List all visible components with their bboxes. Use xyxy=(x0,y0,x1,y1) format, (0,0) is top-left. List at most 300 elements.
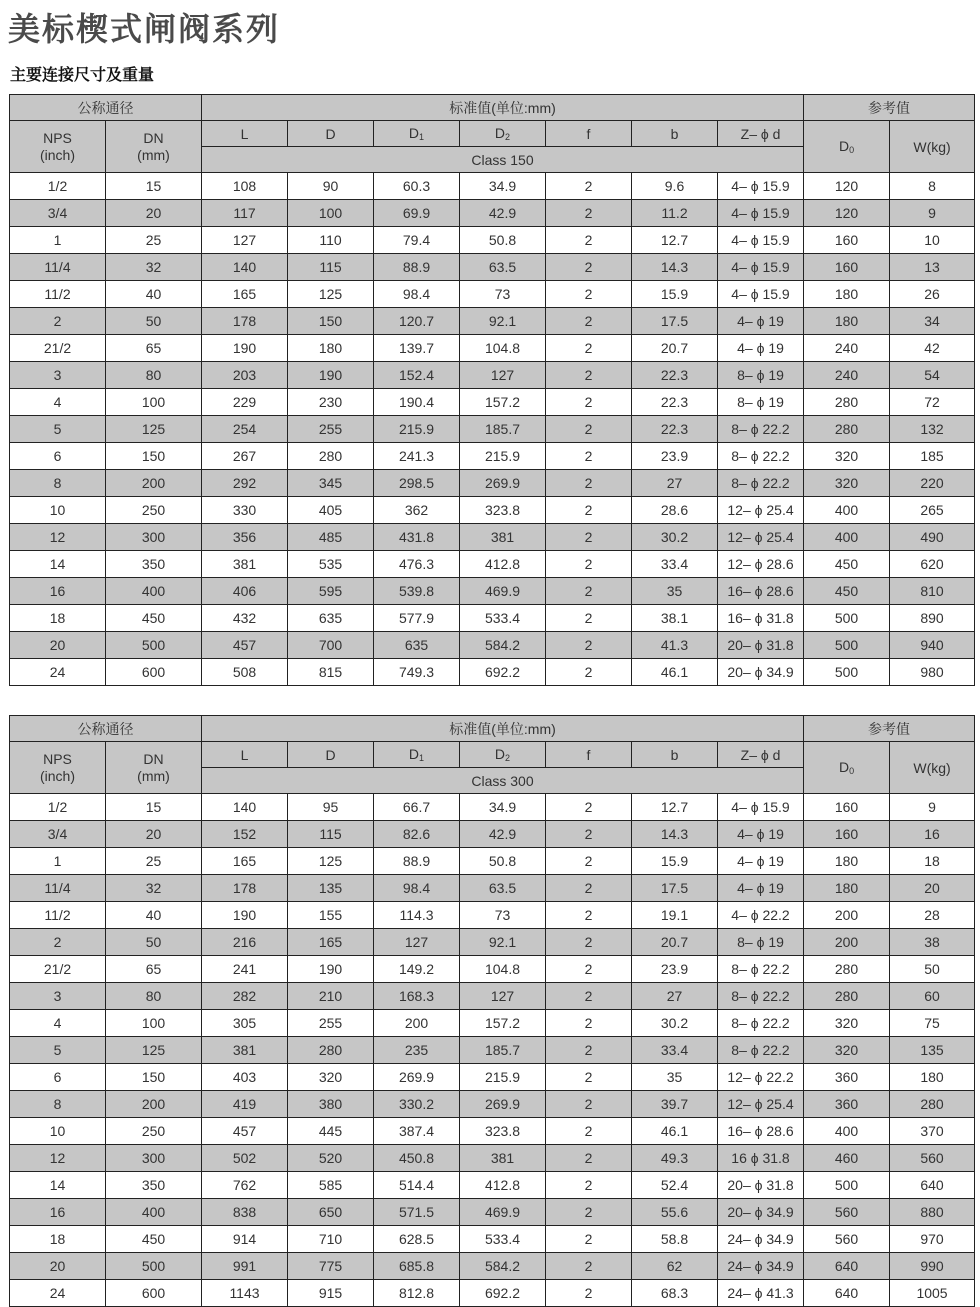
table-row xyxy=(10,632,975,659)
table-cell: 502 xyxy=(202,1145,288,1172)
table-cell: 127 xyxy=(374,929,460,956)
table-cell: 356 xyxy=(202,524,288,551)
table-cell: 2 xyxy=(546,1280,632,1307)
table-cell: 157.2 xyxy=(460,1010,546,1037)
table-cell: 41.3 xyxy=(632,632,718,659)
table-cell: 280 xyxy=(288,1037,374,1064)
table-cell: 190.4 xyxy=(374,389,460,416)
table-cell: 280 xyxy=(288,443,374,470)
table-cell: 280 xyxy=(804,983,890,1010)
table-cell: 2 xyxy=(10,929,106,956)
header-f: f xyxy=(546,742,632,768)
table-cell: 370 xyxy=(890,1118,975,1145)
table-row xyxy=(10,389,975,416)
table-cell: 450.8 xyxy=(374,1145,460,1172)
table-cell: 50 xyxy=(106,308,202,335)
table-cell: 50.8 xyxy=(460,848,546,875)
table-cell: 450 xyxy=(804,578,890,605)
table-cell: 38 xyxy=(890,929,975,956)
table-row xyxy=(10,1280,975,1307)
table-row xyxy=(10,929,975,956)
table-cell: 2 xyxy=(546,227,632,254)
table-cell: 30.2 xyxy=(632,524,718,551)
table-cell: 16– ϕ 28.6 xyxy=(718,578,804,605)
table-cell: 14.3 xyxy=(632,821,718,848)
header-dn xyxy=(106,742,202,794)
table-cell: 88.9 xyxy=(374,848,460,875)
table-cell: 775 xyxy=(288,1253,374,1280)
table-cell: 19.1 xyxy=(632,902,718,929)
table-cell: 469.9 xyxy=(460,578,546,605)
table-cell: 10 xyxy=(890,227,975,254)
table-cell: 120.7 xyxy=(374,308,460,335)
table-cell: 117 xyxy=(202,200,288,227)
table-cell: 406 xyxy=(202,578,288,605)
table-cell: 2 xyxy=(546,470,632,497)
table-cell: 69.9 xyxy=(374,200,460,227)
header-D2-subscript: 2 xyxy=(505,131,511,142)
table-cell: 98.4 xyxy=(374,875,460,902)
header-dn-label: DN xyxy=(143,750,164,767)
table-row xyxy=(10,200,975,227)
table-cell: 2 xyxy=(546,1118,632,1145)
table-cell: 55.6 xyxy=(632,1199,718,1226)
table-cell: 838 xyxy=(202,1199,288,1226)
table-cell: 305 xyxy=(202,1010,288,1037)
table-cell: 2 xyxy=(546,956,632,983)
table-row xyxy=(10,1145,975,1172)
table-cell: 387.4 xyxy=(374,1118,460,1145)
table-cell: 241 xyxy=(202,956,288,983)
header-nps-label: NPS xyxy=(43,129,72,146)
table-cell: 4– ϕ 19 xyxy=(718,848,804,875)
table-cell: 560 xyxy=(804,1199,890,1226)
table-cell: 914 xyxy=(202,1226,288,1253)
table-cell: 1005 xyxy=(890,1280,975,1307)
table-cell: 2 xyxy=(546,335,632,362)
table-cell: 16 ϕ 31.8 xyxy=(718,1145,804,1172)
table-cell: 3/4 xyxy=(10,200,106,227)
table-cell: 8– ϕ 22.2 xyxy=(718,470,804,497)
table-cell: 320 xyxy=(804,470,890,497)
table-cell: 320 xyxy=(804,1037,890,1064)
header-z-d: Z– ϕ d xyxy=(718,742,804,768)
table-cell: 157.2 xyxy=(460,389,546,416)
table-row xyxy=(10,1010,975,1037)
table-cell: 120 xyxy=(804,200,890,227)
table-cell: 230 xyxy=(288,389,374,416)
table-cell: 11/2 xyxy=(10,902,106,929)
table-cell: 280 xyxy=(804,389,890,416)
table-cell: 39.7 xyxy=(632,1091,718,1118)
table-cell: 4– ϕ 15.9 xyxy=(718,794,804,821)
table-cell: 267 xyxy=(202,443,288,470)
table-cell: 220 xyxy=(890,470,975,497)
header-D: D xyxy=(288,121,374,147)
table-row xyxy=(10,1172,975,1199)
header-b: b xyxy=(632,742,718,768)
table-cell: 127 xyxy=(202,227,288,254)
header-D2-subscript: 2 xyxy=(505,752,511,763)
table-row xyxy=(10,524,975,551)
table-cell: 8– ϕ 19 xyxy=(718,389,804,416)
table-cell: 3 xyxy=(10,983,106,1010)
table-cell: 40 xyxy=(106,281,202,308)
table-cell: 6 xyxy=(10,1064,106,1091)
table-cell: 2 xyxy=(546,443,632,470)
table-cell: 585 xyxy=(288,1172,374,1199)
table-cell: 980 xyxy=(890,659,975,686)
table-cell: 160 xyxy=(804,794,890,821)
table-cell: 500 xyxy=(804,605,890,632)
table-cell: 520 xyxy=(288,1145,374,1172)
table-cell: 298.5 xyxy=(374,470,460,497)
table-cell: 445 xyxy=(288,1118,374,1145)
header-column-row xyxy=(10,121,975,147)
table-cell: 14 xyxy=(10,1172,106,1199)
table-cell: 73 xyxy=(460,902,546,929)
table-cell: 24– ϕ 41.3 xyxy=(718,1280,804,1307)
header-standard-values: 标准值(单位:mm) xyxy=(202,95,804,121)
table-cell: 254 xyxy=(202,416,288,443)
table-cell: 20 xyxy=(10,1253,106,1280)
table-cell: 100 xyxy=(288,200,374,227)
table-row xyxy=(10,1226,975,1253)
header-D1 xyxy=(374,742,460,768)
table-cell: 2 xyxy=(546,389,632,416)
table-cell: 160 xyxy=(804,254,890,281)
table-cell: 33.4 xyxy=(632,1037,718,1064)
table-cell: 63.5 xyxy=(460,254,546,281)
table-cell: 203 xyxy=(202,362,288,389)
table-cell: 432 xyxy=(202,605,288,632)
table-cell: 405 xyxy=(288,497,374,524)
table-cell: 18 xyxy=(890,848,975,875)
table-cell: 88.9 xyxy=(374,254,460,281)
table-cell: 282 xyxy=(202,983,288,1010)
header-D0-subscript: 0 xyxy=(849,765,855,776)
table-row xyxy=(10,983,975,1010)
table-cell: 160 xyxy=(804,227,890,254)
table-cell: 635 xyxy=(288,605,374,632)
table-cell: 11/4 xyxy=(10,875,106,902)
header-standard-values: 标准值(单位:mm) xyxy=(202,716,804,742)
table-cell: 8– ϕ 19 xyxy=(718,929,804,956)
table-cell: 17.5 xyxy=(632,308,718,335)
table-cell: 110 xyxy=(288,227,374,254)
table-cell: 915 xyxy=(288,1280,374,1307)
table-cell: 79.4 xyxy=(374,227,460,254)
table-cell: 412.8 xyxy=(460,551,546,578)
table-cell: 11/4 xyxy=(10,254,106,281)
table-cell: 991 xyxy=(202,1253,288,1280)
table-cell: 457 xyxy=(202,632,288,659)
table-cell: 280 xyxy=(804,416,890,443)
table-cell: 400 xyxy=(106,578,202,605)
table-cell: 125 xyxy=(288,848,374,875)
table-cell: 12 xyxy=(10,1145,106,1172)
table-cell: 4– ϕ 15.9 xyxy=(718,227,804,254)
table-cell: 25 xyxy=(106,848,202,875)
table-row xyxy=(10,794,975,821)
table-row xyxy=(10,254,975,281)
table-cell: 50 xyxy=(106,929,202,956)
table-cell: 30.2 xyxy=(632,1010,718,1037)
table-cell: 710 xyxy=(288,1226,374,1253)
table-cell: 8 xyxy=(10,470,106,497)
table-cell: 2 xyxy=(546,605,632,632)
table-cell: 380 xyxy=(288,1091,374,1118)
table-cell: 749.3 xyxy=(374,659,460,686)
table-cell: 533.4 xyxy=(460,605,546,632)
table-cell: 152.4 xyxy=(374,362,460,389)
table-cell: 450 xyxy=(106,1226,202,1253)
table-cell: 4– ϕ 15.9 xyxy=(718,173,804,200)
table-cell: 42.9 xyxy=(460,200,546,227)
table-row xyxy=(10,848,975,875)
table-cell: 700 xyxy=(288,632,374,659)
class-label: Class 150 xyxy=(202,147,804,173)
table-cell: 381 xyxy=(202,551,288,578)
table-cell: 22.3 xyxy=(632,389,718,416)
table-cell: 400 xyxy=(106,1199,202,1226)
table-cell: 50 xyxy=(890,956,975,983)
table-row xyxy=(10,551,975,578)
table-cell: 185.7 xyxy=(460,416,546,443)
table-cell: 11/2 xyxy=(10,281,106,308)
table-cell: 24 xyxy=(10,659,106,686)
table-cell: 20– ϕ 31.8 xyxy=(718,632,804,659)
table-cell: 20 xyxy=(106,821,202,848)
table-cell: 16 xyxy=(10,1199,106,1226)
table-cell: 180 xyxy=(288,335,374,362)
table-cell: 2 xyxy=(546,362,632,389)
table-cell: 2 xyxy=(546,1226,632,1253)
table-cell: 300 xyxy=(106,1145,202,1172)
table-cell: 18 xyxy=(10,1226,106,1253)
table-cell: 345 xyxy=(288,470,374,497)
table-cell: 150 xyxy=(106,1064,202,1091)
table-cell: 4– ϕ 19 xyxy=(718,308,804,335)
table-cell: 150 xyxy=(106,443,202,470)
table-row xyxy=(10,875,975,902)
table-row xyxy=(10,173,975,200)
table-cell: 4– ϕ 15.9 xyxy=(718,200,804,227)
table-cell: 400 xyxy=(804,497,890,524)
table-cell: 4– ϕ 15.9 xyxy=(718,254,804,281)
table-cell: 95 xyxy=(288,794,374,821)
table-cell: 168.3 xyxy=(374,983,460,1010)
table-cell: 3/4 xyxy=(10,821,106,848)
table-cell: 200 xyxy=(804,929,890,956)
table-cell: 640 xyxy=(804,1280,890,1307)
table-cell: 52.4 xyxy=(632,1172,718,1199)
table-cell: 2 xyxy=(546,308,632,335)
table-cell: 34 xyxy=(890,308,975,335)
table-cell: 185.7 xyxy=(460,1037,546,1064)
header-nominal-size: 公称通径 xyxy=(10,716,202,742)
table-cell: 33.4 xyxy=(632,551,718,578)
header-D1-label: D xyxy=(408,124,420,141)
header-D1-subscript: 1 xyxy=(419,752,425,763)
header-D0 xyxy=(804,742,890,794)
header-nps xyxy=(10,121,106,173)
table-cell: 132 xyxy=(890,416,975,443)
table-cell: 500 xyxy=(804,659,890,686)
table-cell: 18 xyxy=(10,605,106,632)
table-cell: 80 xyxy=(106,362,202,389)
table-cell: 350 xyxy=(106,1172,202,1199)
table-cell: 381 xyxy=(460,1145,546,1172)
table-cell: 65 xyxy=(106,956,202,983)
table-cell: 450 xyxy=(106,605,202,632)
table-cell: 4 xyxy=(10,389,106,416)
table-cell: 269.9 xyxy=(460,1091,546,1118)
table-cell: 190 xyxy=(202,335,288,362)
table-cell: 320 xyxy=(288,1064,374,1091)
table-cell: 15.9 xyxy=(632,281,718,308)
header-z-d: Z– ϕ d xyxy=(718,121,804,147)
table-cell: 46.1 xyxy=(632,1118,718,1145)
table-cell: 269.9 xyxy=(460,470,546,497)
table-cell: 10 xyxy=(10,497,106,524)
table-cell: 2 xyxy=(10,308,106,335)
table-cell: 23.9 xyxy=(632,443,718,470)
table-row xyxy=(10,956,975,983)
table-cell: 13 xyxy=(890,254,975,281)
table-cell: 8– ϕ 22.2 xyxy=(718,983,804,1010)
table-cell: 2 xyxy=(546,254,632,281)
table-cell: 8 xyxy=(10,1091,106,1118)
table-cell: 412.8 xyxy=(460,1172,546,1199)
table-cell: 560 xyxy=(804,1226,890,1253)
table-cell: 229 xyxy=(202,389,288,416)
header-nps-unit: (inch) xyxy=(39,146,75,163)
table-cell: 8– ϕ 22.2 xyxy=(718,1037,804,1064)
table-cell: 4– ϕ 15.9 xyxy=(718,281,804,308)
table-cell: 190 xyxy=(288,956,374,983)
header-D0-label: D xyxy=(838,137,850,154)
table-cell: 8– ϕ 22.2 xyxy=(718,443,804,470)
table-cell: 2 xyxy=(546,1064,632,1091)
header-L: L xyxy=(202,121,288,147)
table-cell: 42.9 xyxy=(460,821,546,848)
table-cell: 24 xyxy=(10,1280,106,1307)
table-cell: 180 xyxy=(804,281,890,308)
table-cell: 320 xyxy=(804,1010,890,1037)
table-cell: 75 xyxy=(890,1010,975,1037)
table-cell: 62 xyxy=(632,1253,718,1280)
table-cell: 640 xyxy=(890,1172,975,1199)
table-cell: 571.5 xyxy=(374,1199,460,1226)
table-cell: 115 xyxy=(288,254,374,281)
table-cell: 180 xyxy=(804,848,890,875)
table-cell: 20.7 xyxy=(632,929,718,956)
table-row xyxy=(10,362,975,389)
table-cell: 178 xyxy=(202,875,288,902)
header-dn-unit: (mm) xyxy=(137,767,170,784)
table-cell: 58.8 xyxy=(632,1226,718,1253)
table-cell: 265 xyxy=(890,497,975,524)
dimension-table-class-300 xyxy=(9,715,975,1307)
table-row xyxy=(10,1037,975,1064)
table-cell: 584.2 xyxy=(460,1253,546,1280)
table-cell: 469.9 xyxy=(460,1199,546,1226)
table-cell: 584.2 xyxy=(460,632,546,659)
table-cell: 8– ϕ 22.2 xyxy=(718,1010,804,1037)
table-cell: 150 xyxy=(288,308,374,335)
table-cell: 508 xyxy=(202,659,288,686)
table-cell: 80 xyxy=(106,983,202,1010)
table-cell: 5 xyxy=(10,416,106,443)
table-cell: 178 xyxy=(202,308,288,335)
table-cell: 14.3 xyxy=(632,254,718,281)
table-cell: 2 xyxy=(546,578,632,605)
table-cell: 139.7 xyxy=(374,335,460,362)
table-cell: 3 xyxy=(10,362,106,389)
table-cell: 2 xyxy=(546,929,632,956)
table-cell: 381 xyxy=(460,524,546,551)
table-cell: 2 xyxy=(546,1172,632,1199)
table-cell: 323.8 xyxy=(460,497,546,524)
table-cell: 65 xyxy=(106,335,202,362)
table-cell: 40 xyxy=(106,902,202,929)
table-cell: 20– ϕ 31.8 xyxy=(718,1172,804,1199)
table-cell: 9 xyxy=(890,200,975,227)
header-D1-label: D xyxy=(408,745,420,762)
table-cell: 292 xyxy=(202,470,288,497)
table-cell: 32 xyxy=(106,254,202,281)
table-cell: 419 xyxy=(202,1091,288,1118)
table-cell: 1 xyxy=(10,227,106,254)
header-D0 xyxy=(804,121,890,173)
table-cell: 92.1 xyxy=(460,929,546,956)
section-subtitle: 主要连接尺寸及重量 xyxy=(10,67,155,84)
header-b: b xyxy=(632,121,718,147)
table-cell: 200 xyxy=(374,1010,460,1037)
table-cell: 125 xyxy=(106,1037,202,1064)
header-nps-label: NPS xyxy=(43,750,72,767)
table-cell: 535 xyxy=(288,551,374,578)
table-cell: 360 xyxy=(804,1064,890,1091)
table-cell: 54 xyxy=(890,362,975,389)
table-cell: 8 xyxy=(890,173,975,200)
table-cell: 20 xyxy=(890,875,975,902)
table-cell: 2 xyxy=(546,875,632,902)
table-cell: 20 xyxy=(106,200,202,227)
table-cell: 8– ϕ 19 xyxy=(718,362,804,389)
table-cell: 135 xyxy=(890,1037,975,1064)
table-cell: 362 xyxy=(374,497,460,524)
table-cell: 16– ϕ 28.6 xyxy=(718,1118,804,1145)
table-cell: 127 xyxy=(460,983,546,1010)
table-cell: 104.8 xyxy=(460,956,546,983)
table-cell: 240 xyxy=(804,362,890,389)
table-cell: 180 xyxy=(890,1064,975,1091)
table-cell: 114.3 xyxy=(374,902,460,929)
table-cell: 692.2 xyxy=(460,659,546,686)
table-cell: 17.5 xyxy=(632,875,718,902)
table-row xyxy=(10,497,975,524)
table-cell: 60 xyxy=(890,983,975,1010)
table-cell: 66.7 xyxy=(374,794,460,821)
table-cell: 12– ϕ 25.4 xyxy=(718,524,804,551)
table-cell: 1 xyxy=(10,848,106,875)
table-cell: 600 xyxy=(106,659,202,686)
table-cell: 135 xyxy=(288,875,374,902)
table-cell: 82.6 xyxy=(374,821,460,848)
table-row xyxy=(10,578,975,605)
